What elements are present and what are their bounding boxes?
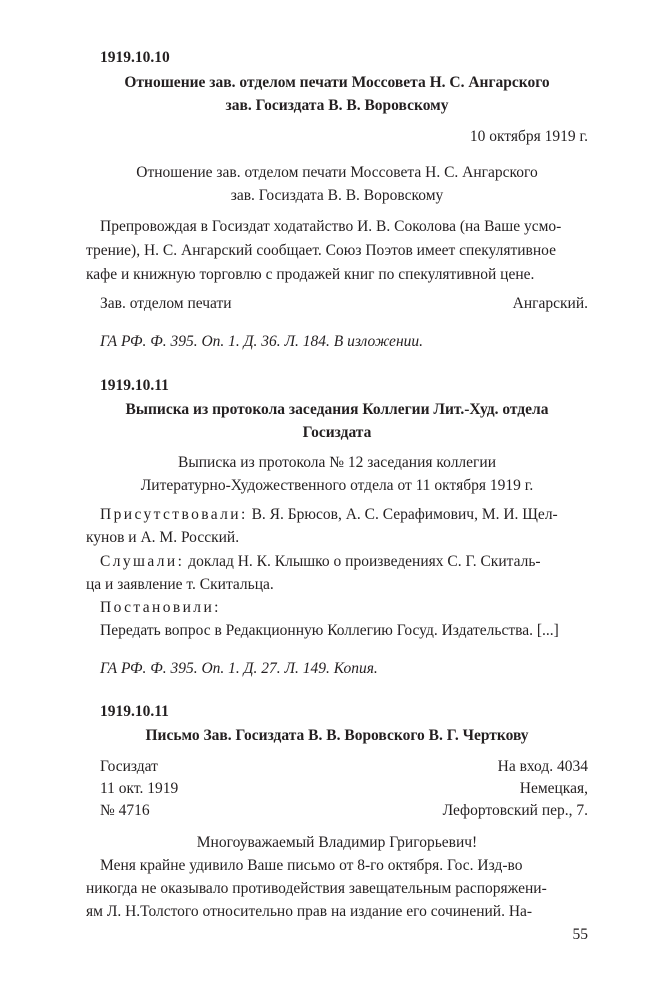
- doc2-heard-text: доклад Н. К. Клышко о произведениях С. Г. Скиталь-: [184, 553, 541, 570]
- doc2-subtitle-line1: Выписка из протокола № 12 заседания коллегии: [178, 454, 496, 471]
- doc1-heading-line2: зав. Госиздата В. В. Воровскому: [225, 97, 449, 114]
- doc3-outgoing-number: № 4716: [100, 802, 150, 819]
- doc3-letter-date: 11 окт. 1919: [100, 780, 179, 797]
- doc1-heading-line1: Отношение зав. отделом печати Моссовета Н. С. Ангарского: [124, 74, 550, 91]
- doc3-body-line2: никогда не оказывало противодействия завещательным распоряжени-: [86, 880, 547, 897]
- doc3-address-street: Немецкая,: [519, 780, 588, 797]
- doc2-date: 1919.10.11: [100, 377, 169, 394]
- doc3-body-line1: Меня крайне удивило Ваше письмо от 8-го октября. Гос. Изд-во: [100, 857, 523, 874]
- doc3-address-lane: Лефортовский пер., 7.: [442, 802, 588, 819]
- doc1-subtitle-line1: Отношение зав. отделом печати Моссовета Н. С. Ангарского: [136, 164, 538, 181]
- doc1-signature: [86, 292, 588, 315]
- doc2-resolved-label-line: [86, 596, 588, 619]
- doc3-header-row2: [86, 777, 588, 800]
- doc2-resolved-label: Постановили:: [100, 599, 221, 616]
- doc2-heard-line2: ца и заявление т. Скитальца.: [86, 576, 274, 593]
- doc2-heard-line1: [86, 550, 588, 573]
- doc3-header-row1: [86, 755, 588, 778]
- doc1-subtitle-line2: зав. Госиздата В. В. Воровскому: [230, 187, 444, 204]
- doc3-salutation: Многоуважаемый Владимир Григорьевич!: [196, 834, 478, 851]
- doc2-source: ГА РФ. Ф. 395. Оп. 1. Д. 27. Л. 149. Копия.: [100, 660, 378, 677]
- doc3-header-row3: [86, 799, 588, 822]
- doc3-body-line3: ям Л. Н.Толстого относительно прав на издание его сочинений. На-: [86, 903, 533, 920]
- doc1-source: ГА РФ. Ф. 395. Оп. 1. Д. 36. Л. 184. В изложении.: [100, 333, 424, 350]
- page-number: 55: [572, 926, 588, 943]
- doc1-date: 1919.10.10: [100, 49, 170, 66]
- doc1-dateline: 10 октября 1919 г.: [469, 128, 588, 145]
- doc1-signature-name: Ангарский.: [512, 295, 588, 312]
- doc1-body-line1: Препровождая в Госиздат ходатайство И. В. Соколова (на Ваше усмо-: [100, 218, 562, 235]
- doc2-present-text: В. Я. Брюсов, А. С. Серафимович, М. И. Щел-: [247, 506, 558, 523]
- doc2-heading-line1: Выписка из протокола заседания Коллегии Лит.-Худ. отдела: [125, 401, 549, 418]
- doc3-sender: Госиздат: [100, 758, 158, 775]
- doc1-signature-position: Зав. отделом печати: [100, 295, 232, 312]
- doc2-resolved-text: Передать вопрос в Редакционную Коллегию Госуд. Издательства. [...]: [100, 622, 559, 639]
- doc1-body-line3: кафе и книжную торговлю с продажей книг по спекулятивной цене.: [86, 266, 535, 283]
- doc2-present-line2: кунов и А. М. Росский.: [86, 529, 240, 546]
- doc1-body-line2: трение), Н. С. Ангарский сообщает. Союз Поэтов имеет спекулятивное: [86, 242, 556, 259]
- doc3-heading: Письмо Зав. Госиздата В. В. Воровского В. Г. Черткову: [145, 727, 529, 744]
- doc2-present-line1: [86, 503, 588, 526]
- doc2-heard-label: Слушали:: [100, 553, 185, 570]
- doc2-present-label: Присутствовали:: [100, 506, 248, 523]
- doc3-date: 1919.10.11: [100, 703, 169, 720]
- doc3-incoming-number: На вход. 4034: [497, 758, 588, 775]
- doc2-heading-line2: Госиздата: [302, 424, 372, 441]
- doc2-subtitle-line2: Литературно-Художественного отдела от 11 октября 1919 г.: [140, 477, 534, 494]
